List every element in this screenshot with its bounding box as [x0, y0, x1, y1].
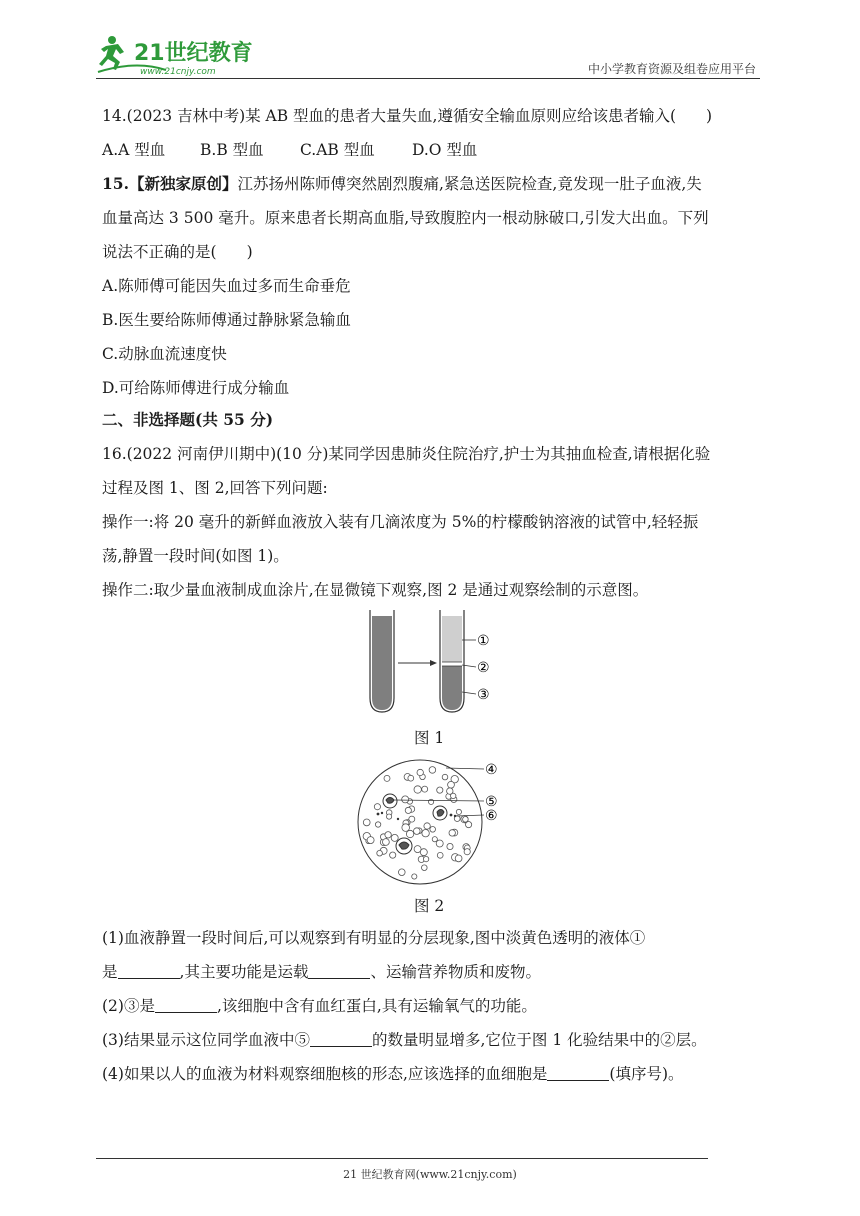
red-blood-cell: [455, 855, 462, 862]
svg-text:www.21cnjy.com: www.21cnjy.com: [140, 67, 216, 77]
s4: (4)如果以人的血液为材料观察细胞核的形态,应该选择的血细胞是 (填序号)。: [102, 1065, 684, 1083]
figure-2-blood-smear: [350, 756, 510, 888]
red-blood-cell: [442, 774, 448, 780]
red-blood-cell: [385, 832, 391, 838]
answer-blank[interactable]: [155, 996, 217, 1013]
footer-text: 21 世纪教育网(www.21cnjy.com): [343, 1168, 517, 1181]
figure-1-caption: 图 1: [414, 729, 445, 747]
q15-line-3: 说法不正确的是( ): [102, 243, 253, 261]
red-blood-cell: [430, 827, 436, 833]
tube-after: [440, 610, 464, 712]
red-blood-cell: [402, 824, 410, 832]
red-blood-cell: [414, 786, 421, 793]
q16-op2: 操作二:取少量血液制成血涂片,在显微镜下观察,图 2 是通过观察绘制的示意图。: [102, 581, 649, 599]
red-blood-cell: [391, 834, 398, 841]
answer-blank[interactable]: [118, 962, 180, 979]
red-blood-cell: [432, 837, 437, 842]
logo: [96, 30, 266, 78]
label-5: ⑤: [485, 794, 498, 810]
red-blood-cell: [417, 769, 423, 775]
figure-1-test-tubes: [360, 606, 510, 718]
runner-icon: [99, 36, 124, 70]
red-blood-cell: [463, 817, 469, 823]
figure-2-caption: 图 2: [414, 897, 445, 915]
label-6: ⑥: [485, 808, 498, 824]
arrow-icon: [398, 660, 437, 666]
red-blood-cell: [422, 786, 428, 792]
red-blood-cell: [383, 839, 390, 846]
svg-text:21世纪教育: 21世纪教育: [134, 41, 253, 66]
white-blood-cell: [433, 806, 447, 820]
q14-option-d: D.O 型血: [412, 141, 478, 159]
label-1: ①: [477, 633, 490, 649]
q16-line-2: 过程及图 1、图 2,回答下列问题:: [102, 479, 328, 497]
answer-blank[interactable]: [308, 962, 370, 979]
red-blood-cell: [363, 819, 370, 826]
red-blood-cell: [374, 804, 380, 810]
red-blood-cell: [406, 830, 413, 837]
white-blood-cell: [383, 794, 397, 808]
red-blood-cell: [390, 852, 396, 858]
red-blood-cell: [387, 814, 392, 819]
q14-stem: 14.(2023 吉林中考)某 AB 型血的患者大量失血,遵循安全输血原则应给该患者输入( ): [102, 107, 713, 125]
page-header: [96, 30, 760, 80]
red-blood-cell: [424, 823, 430, 829]
q14-option-c: C.AB 型血: [300, 141, 375, 159]
answer-blank[interactable]: [547, 1064, 609, 1081]
red-blood-cell: [408, 775, 414, 781]
red-blood-cell: [405, 807, 411, 813]
red-blood-cell: [377, 850, 383, 856]
red-blood-cell: [375, 822, 380, 827]
red-blood-cell: [399, 869, 406, 876]
red-blood-cell: [449, 830, 455, 836]
answer-blank[interactable]: [310, 1030, 372, 1047]
header-divider: [96, 78, 760, 79]
red-blood-cell: [448, 781, 455, 788]
s3: (3)结果显示这位同学血液中⑤ 的数量明显增多,它位于图 1 化验结果中的②层。: [102, 1031, 707, 1049]
s1-line-2: 是 ,其主要功能是运载 、运输营养物质和废物。: [102, 963, 541, 981]
label-3: ③: [477, 687, 490, 703]
red-blood-cell: [451, 793, 456, 798]
q15-line-1: 15.【新独家原创】江苏扬州陈师傅突然剧烈腹痛,紧急送医院检查,竟发现一肚子血液,失: [102, 174, 702, 193]
red-blood-cell: [429, 767, 436, 774]
red-blood-cell: [437, 787, 443, 793]
tube-before: [370, 610, 394, 712]
white-blood-cell: [396, 838, 412, 854]
q15-option-a: A.陈师傅可能因失血过多而生命垂危: [102, 277, 351, 295]
red-blood-cell: [384, 775, 390, 781]
label-2: ②: [477, 660, 490, 676]
red-blood-cell: [422, 830, 429, 837]
red-blood-cell: [422, 865, 428, 871]
section-title: 二、非选择题(共 55 分): [102, 410, 274, 429]
q14-option-a: A.A 型血: [102, 141, 166, 159]
red-blood-cell: [436, 840, 443, 847]
s2: (2)③是 ,该细胞中含有血红蛋白,具有运输氧气的功能。: [102, 997, 537, 1015]
red-blood-cell: [367, 837, 374, 844]
q16-op1-line-2: 荡,静置一段时间(如图 1)。: [102, 547, 289, 565]
red-blood-cell: [437, 852, 443, 858]
red-blood-cell: [456, 809, 461, 814]
q15-option-b: B.医生要给陈师傅通过静脉紧急输血: [102, 311, 351, 329]
red-blood-cell: [402, 796, 409, 803]
s1-line-1: (1)血液静置一段时间后,可以观察到有明显的分层现象,图中淡黄色透明的液体①: [102, 929, 646, 947]
q14-options: [102, 138, 477, 162]
q15-option-c: C.动脉血流速度快: [102, 345, 227, 363]
red-blood-cell: [412, 874, 417, 879]
q16-op1-line-1: 操作一:将 20 毫升的新鲜血液放入装有几滴浓度为 5%的柠檬酸钠溶液的试管中,轻轻振: [102, 513, 699, 531]
red-blood-cell: [420, 849, 427, 856]
red-blood-cell: [423, 856, 428, 861]
red-blood-cell: [447, 843, 453, 849]
q14-option-b: B.B 型血: [200, 141, 264, 159]
platform-name: 中小学教育资源及组卷应用平台: [587, 62, 756, 76]
footer-divider: [96, 1158, 708, 1159]
red-blood-cell: [464, 849, 470, 855]
q15-option-d: D.可给陈师傅进行成分输血: [102, 379, 290, 397]
red-blood-cell: [414, 828, 421, 835]
q16-line-1: 16.(2022 河南伊川期中)(10 分)某同学因患肺炎住院治疗,护士为其抽血检查,请根据化验: [102, 445, 711, 463]
q15-line-2: 血量高达 3 500 毫升。原来患者长期高血脂,导致腹腔内一根动脉破口,引发大出血。下列: [102, 209, 709, 227]
label-4: ④: [485, 762, 498, 778]
